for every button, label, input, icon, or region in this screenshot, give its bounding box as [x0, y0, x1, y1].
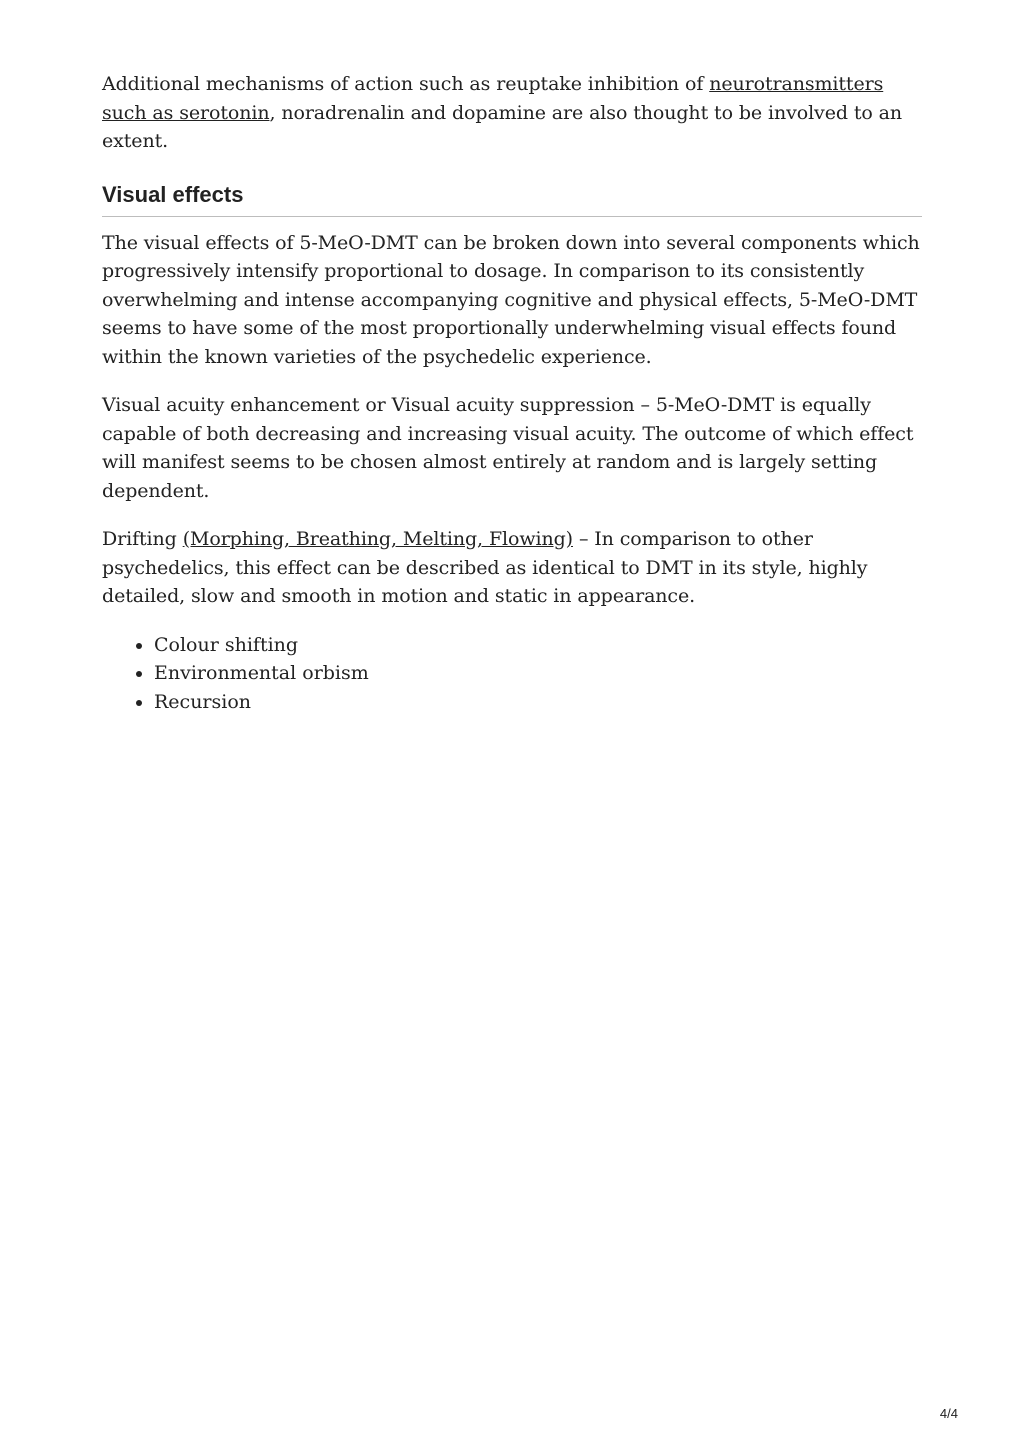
- intro-text-after: , noradrenalin and dopamine are also thought to be involved to an extent.: [102, 101, 903, 152]
- intro-text-before: Additional mechanisms of action such as reuptake inhibition of: [102, 73, 710, 95]
- page-number: 4/4: [939, 1406, 958, 1421]
- visual-effects-paragraph-2: Visual acuity enhancement or Visual acuity suppression – 5-MeO-DMT is equally capable of both decreasing and increasing visual acuity. The outcome of which effect will manifest seems to be chosen almost entirely at random and is largely setting dependent.: [102, 394, 914, 502]
- section-heading: Visual effects: [102, 182, 922, 217]
- list-item: • Colour shifting: [154, 631, 922, 660]
- visual-effects-paragraph-1: The visual effects of 5-MeO-DMT can be broken down into several components which progressively intensify proportional to dosage. In comparison to its consistently overwhelming and intense accompanying cognitive and physical effects, 5-MeO-DMT seems to have some of the most proportionally underwhelming visual effects found within the known varieties of the psychedelic experience.: [102, 231, 920, 368]
- effects-list: [102, 631, 922, 717]
- visual-effects-paragraph-3: [102, 525, 922, 611]
- intro-paragraph: [102, 70, 922, 156]
- list-item: • Environmental orbism: [154, 659, 922, 688]
- drifting-text-before: Drifting: [102, 528, 183, 550]
- drifting-link[interactable]: (Morphing, Breathing, Melting, Flowing): [182, 528, 573, 550]
- neurotransmitters-link[interactable]: neurotransmitters such as serotonin: [102, 73, 884, 124]
- document-page: [102, 70, 922, 716]
- list-item: • Recursion: [154, 688, 922, 717]
- drifting-text-after: – In comparison to other psychedelics, this effect can be described as identical to DMT in its style, highly detailed, slow and smooth in motion and static in appearance.: [102, 528, 868, 607]
